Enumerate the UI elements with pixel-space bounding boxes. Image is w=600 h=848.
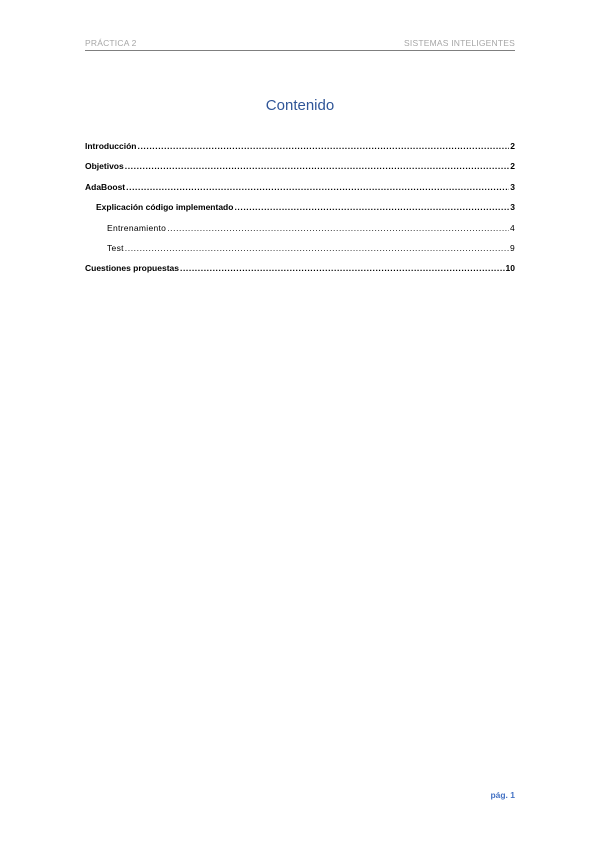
header-right-text: SISTEMAS INTELIGENTES [404,38,515,48]
toc-entry-page: 3 [510,202,515,213]
header-left-text: PRÁCTICA 2 [85,38,137,48]
toc-entry-label: Entrenamiento [107,222,167,233]
toc-entry-label: Explicación código implementado [96,202,234,213]
toc-entry-page: 2 [510,141,515,151]
toc-entry-label: Introducción [85,141,137,151]
toc-dot-leader [137,141,509,151]
toc-entry-test[interactable] [85,243,515,263]
toc-dot-leader [167,223,509,233]
toc-entry-page: 9 [509,242,515,253]
toc-entry-label: Cuestiones propuestas [85,263,179,274]
toc-dot-leader [125,243,509,253]
toc-dot-leader [125,161,510,171]
toc-entry-cuestiones-propuestas[interactable] [85,263,515,283]
toc-title: Contenido [265,97,335,114]
page-number-footer: pág. 1 [490,790,515,800]
toc-entry-entrenamiento[interactable] [85,223,515,243]
table-of-contents [85,141,515,284]
header-divider [85,50,515,51]
toc-entry-page: 2 [510,161,515,172]
toc-entry-label: Test [107,242,124,253]
toc-entry-page: 3 [510,181,515,192]
toc-entry-label: AdaBoost [85,181,126,192]
toc-entry-label: Objetivos [85,161,124,172]
toc-entry-explicacion-codigo[interactable] [85,202,515,222]
toc-entry-objetivos[interactable] [85,161,515,181]
toc-dot-leader [180,263,505,273]
toc-dot-leader [126,182,509,192]
toc-entry-page: 10 [505,263,515,274]
toc-entry-page: 4 [509,222,515,233]
toc-entry-adaboost[interactable] [85,182,515,202]
toc-entry-introduccion[interactable] [85,141,515,161]
toc-dot-leader [234,202,509,212]
